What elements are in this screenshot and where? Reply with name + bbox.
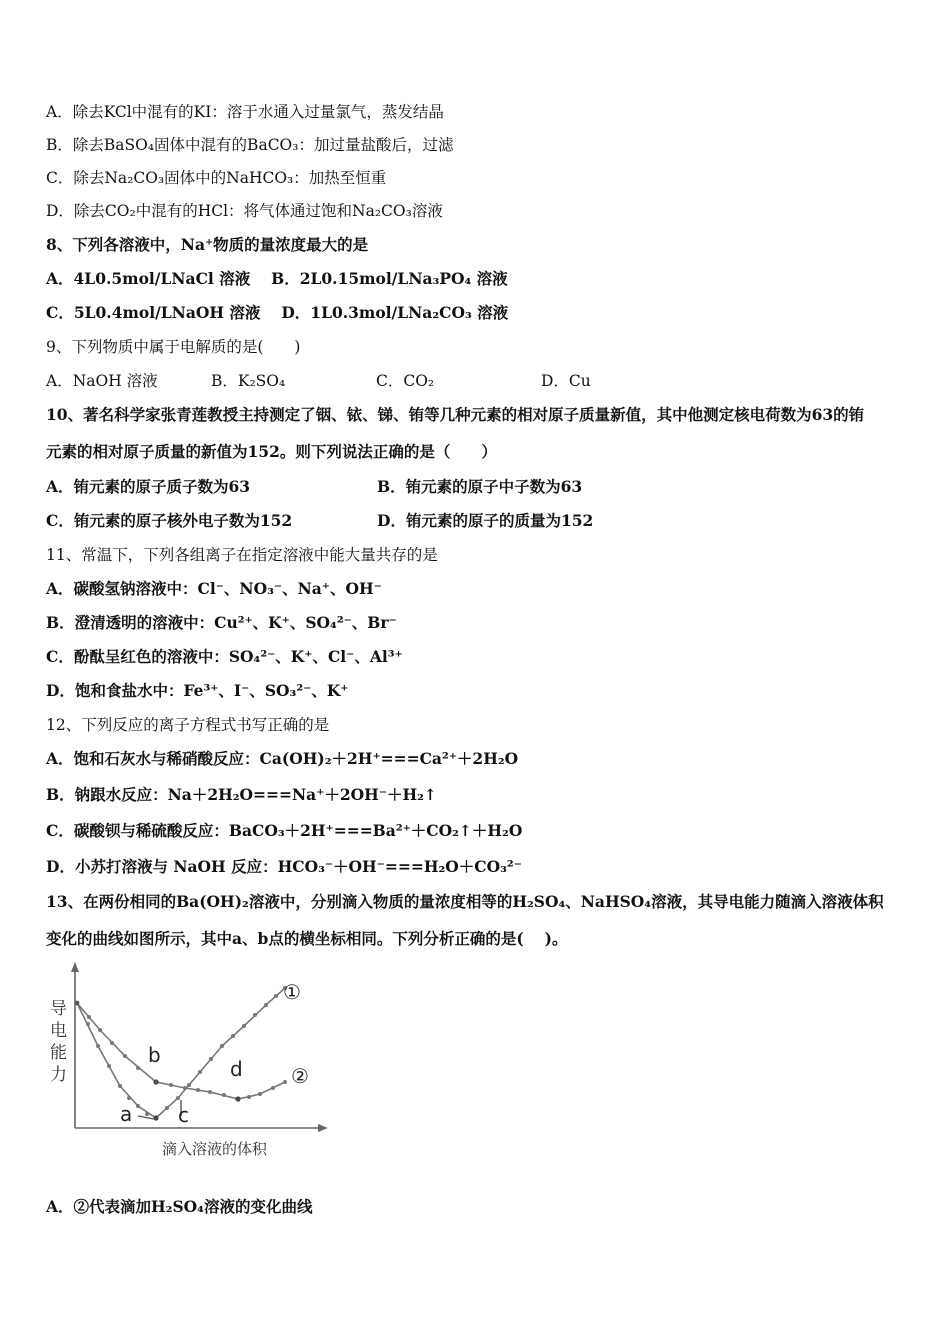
x-axis-label: 滴入溶液的体积: [162, 1140, 268, 1158]
q9-option-d: D．Cu: [541, 372, 591, 390]
q9-option-b: B．K₂SO₄: [211, 372, 286, 390]
point-a-label: a: [120, 1102, 133, 1126]
y-axis-arrow: [71, 962, 79, 972]
q13-stem-line2: 变化的曲线如图所示，其中a、b点的横坐标相同。下列分析正确的是( )。: [46, 929, 568, 948]
q12-option-c: C．碳酸钡与稀硫酸反应：BaCO₃＋2H⁺===Ba²⁺＋CO₂↑＋H₂O: [46, 821, 523, 840]
q10-stem-line2: 元素的相对原子质量的新值为152。则下列说法正确的是（ ）: [46, 442, 497, 461]
q10-options-ab: [46, 476, 582, 498]
x-axis-arrow: [318, 1124, 328, 1132]
q10-stem-line1: 10、著名科学家张青莲教授主持测定了铟、铱、锑、铕等几种元素的相对原子质量新值，其中他测定核电荷数为63的铕: [46, 405, 865, 424]
q7-option-d: D．除去CO₂中混有的HCl：将气体通过饱和Na₂CO₃溶液: [46, 202, 443, 220]
q11-option-c: C．酚酞呈红色的溶液中：SO₄²⁻、K⁺、Cl⁻、Al³⁺: [46, 647, 403, 666]
point-d-label: d: [230, 1057, 243, 1081]
point-b-label: b: [148, 1043, 161, 1067]
q12-option-b: B．钠跟水反应：Na＋2H₂O===Na⁺＋2OH⁻＋H₂↑: [46, 785, 437, 804]
q11-option-a: A．碳酸氢钠溶液中：Cl⁻、NO₃⁻、Na⁺、OH⁻: [46, 579, 382, 598]
q13-option-a: A．②代表滴加H₂SO₄溶液的变化曲线: [46, 1197, 313, 1216]
q8-stem: 8、下列各溶液中，Na⁺物质的量浓度最大的是: [46, 235, 369, 254]
a-leader: [138, 1116, 154, 1119]
y-label-char-2: 电: [50, 1021, 67, 1041]
q10-option-a: A．铕元素的原子质子数为63: [46, 477, 251, 496]
point-c-label: c: [178, 1103, 189, 1127]
q12-option-d: D．小苏打溶液与 NaOH 反应：HCO₃⁻＋OH⁻===H₂O＋CO₃²⁻: [46, 857, 522, 876]
q10-option-b: B．铕元素的原子中子数为63: [377, 477, 583, 496]
q10-options-cd: [46, 510, 593, 532]
q11-stem: 11、常温下，下列各组离子在指定溶液中能大量共存的是: [46, 546, 438, 564]
q8-options-ab: [46, 268, 508, 290]
q12-option-a: A．饱和石灰水与稀硝酸反应：Ca(OH)₂＋2H⁺===Ca²⁺＋2H₂O: [46, 749, 519, 768]
q8-option-b: B．2L0.15mol/LNa₃PO₄ 溶液: [271, 269, 508, 288]
q9-option-a: A．NaOH 溶液: [46, 372, 158, 390]
conductivity-figure: [40, 958, 340, 1168]
curve-1-markers: [86, 986, 287, 1121]
q7-option-a: A．除去KCl中混有的KI：溶于水通入过量氯气，蒸发结晶: [46, 103, 444, 121]
q9-stem: 9、下列物质中属于电解质的是( ): [46, 338, 301, 356]
q8-option-a: A．4L0.5mol/LNaCl 溶液: [46, 269, 251, 288]
curve-2-label: ②: [291, 1064, 309, 1088]
curve-1-label: ①: [283, 980, 301, 1004]
q11-option-d: D．饱和食盐水中：Fe³⁺、I⁻、SO₃²⁻、K⁺: [46, 681, 349, 700]
start-point: [75, 1001, 80, 1006]
q8-option-d: D．1L0.3mol/LNa₂CO₃ 溶液: [281, 303, 509, 322]
y-label-char-4: 力: [50, 1065, 67, 1085]
y-label-char-3: 能: [50, 1043, 67, 1063]
q8-option-c: C．5L0.4mol/LNaOH 溶液: [46, 303, 261, 322]
q10-option-c: C．铕元素的原子核外电子数为152: [46, 511, 293, 530]
y-label-char-1: 导: [50, 999, 67, 1019]
q7-option-b: B．除去BaSO₄固体中混有的BaCO₃：加过量盐酸后，过滤: [46, 136, 454, 154]
q9-option-c: C．CO₂: [376, 372, 435, 390]
q13-stem-line1: 13、在两份相同的Ba(OH)₂溶液中，分别滴入物质的量浓度相等的H₂SO₄、NaHSO₄溶液，其导电能力随滴入溶液体积: [46, 892, 884, 911]
curve-1-line: [77, 988, 285, 1118]
q11-option-b: B．澄清透明的溶液中：Cu²⁺、K⁺、SO₄²⁻、Br⁻: [46, 613, 397, 632]
q12-stem: 12、下列反应的离子方程式书写正确的是: [46, 716, 330, 734]
q7-option-c: C．除去Na₂CO₃固体中的NaHCO₃：加热至恒重: [46, 169, 387, 187]
q10-option-d: D．铕元素的原子的质量为152: [377, 511, 594, 530]
q8-options-cd: [46, 302, 508, 324]
q9-options: [46, 370, 591, 392]
